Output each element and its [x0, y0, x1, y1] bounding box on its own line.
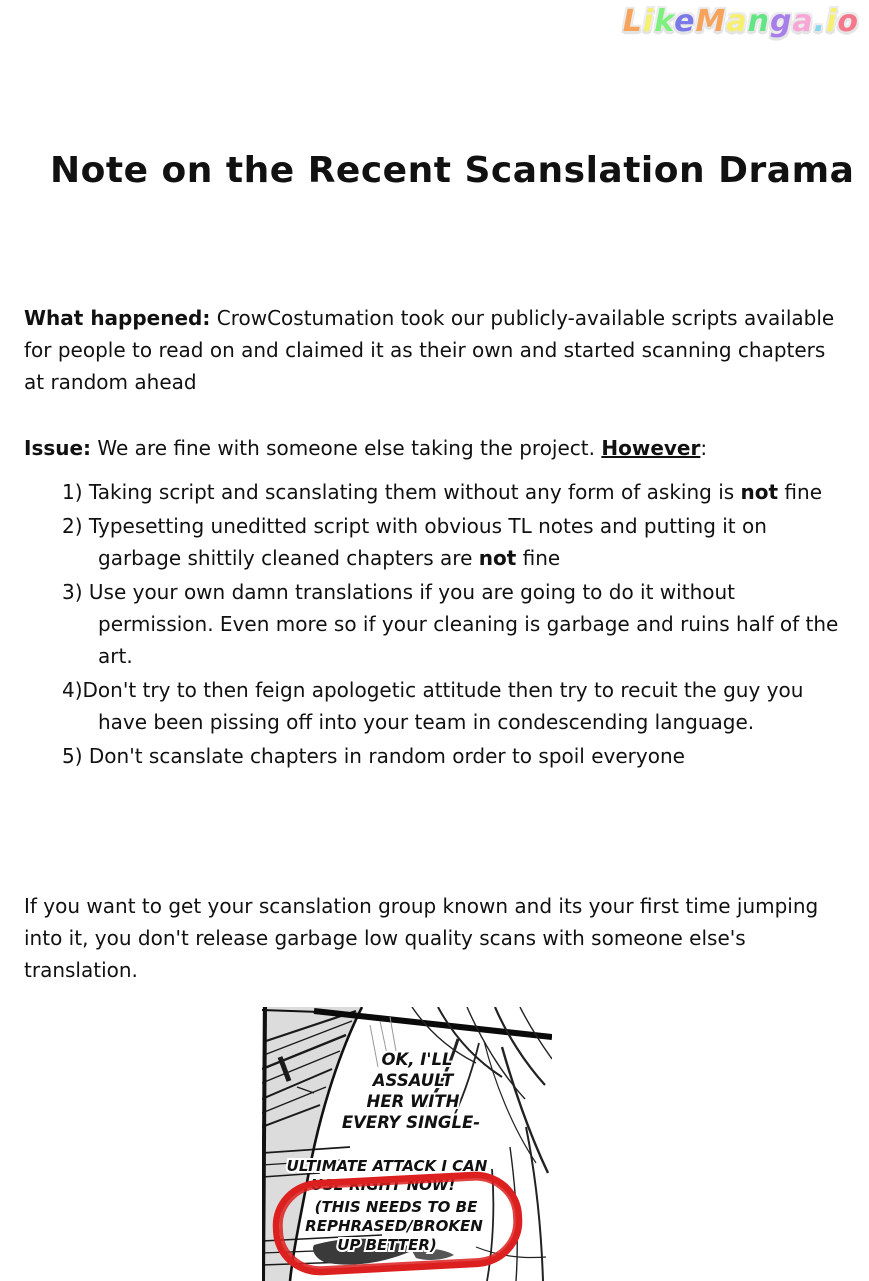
list-item-3	[62, 576, 850, 672]
svg-text:HER WITH: HER WITH	[366, 1092, 460, 1111]
issue-suffix: :	[700, 436, 708, 460]
logo-letter: .	[813, 4, 827, 39]
list-item-text: Typesetting uneditted script with obvious TL notes and putting it on garbage shittily cleaned chapters are	[88, 514, 767, 570]
manga-panel-art	[262, 1007, 552, 1281]
paragraph-issue	[24, 432, 842, 464]
logo-letter: n	[747, 4, 770, 39]
list-item-text: Use your own damn translations if you are going to do it without permission. Even more so if your cleaning is garbage and ruins half of the art.	[88, 580, 839, 668]
list-item-text: fine	[516, 546, 561, 570]
logo-letter: M	[695, 4, 727, 39]
svg-text:USE RIGHT NOW!: USE RIGHT NOW!	[310, 1176, 456, 1194]
list-item-text: fine	[778, 480, 823, 504]
svg-text:EVERY SINGLE-: EVERY SINGLE-	[341, 1113, 481, 1132]
complaints-list	[62, 476, 850, 774]
logo-letter: e	[674, 4, 696, 39]
logo-letter: L	[622, 4, 643, 39]
issue-however-emphasis: However	[601, 436, 701, 460]
list-item-1	[62, 476, 850, 508]
list-item-bold: not	[740, 480, 779, 504]
list-item-text: Don't scanslate chapters in random order to spoil everyone	[88, 744, 685, 768]
svg-text:ULTIMATE ATTACK I CAN: ULTIMATE ATTACK I CAN	[286, 1157, 488, 1175]
manga-example-panel	[262, 1007, 552, 1281]
svg-text:OK, I'LL: OK, I'LL	[381, 1050, 453, 1069]
list-item-number: 2)	[62, 514, 89, 538]
svg-text:ASSAULT: ASSAULT	[372, 1071, 454, 1090]
issue-text: We are fine with someone else taking the project.	[91, 436, 602, 460]
paragraph-closing	[24, 890, 842, 986]
logo-letter: o	[837, 4, 859, 39]
logo-letter: a	[792, 4, 814, 39]
list-item-number: 3)	[62, 580, 89, 604]
what-happened-text: CrowCostumation took our publicly-available scripts available for people to read on and claimed it as their own and started scanning chapters at random ahead	[24, 306, 835, 394]
logo-letter: k	[654, 4, 675, 39]
issue-label: Issue:	[24, 436, 92, 460]
list-item-number: 4)	[62, 678, 83, 702]
list-item-4	[62, 674, 850, 738]
svg-text:REPHRASED/BROKEN: REPHRASED/BROKEN	[305, 1217, 483, 1235]
list-item-5	[62, 740, 850, 772]
svg-text:UP BETTER): UP BETTER)	[337, 1236, 437, 1254]
paragraph-what-happened	[24, 302, 842, 398]
list-item-text: Taking script and scanslating them without any form of asking is	[88, 480, 741, 504]
logo-letter: g	[769, 4, 793, 39]
logo-letter: a	[726, 4, 748, 39]
likemanga-watermark-logo	[623, 4, 859, 39]
page-title: Note on the Recent Scanslation Drama	[50, 150, 855, 191]
list-item-bold: not	[478, 546, 517, 570]
svg-text:(THIS NEEDS TO BE: (THIS NEEDS TO BE	[314, 1198, 478, 1216]
list-item-number: 1)	[62, 480, 89, 504]
list-item-2	[62, 510, 850, 574]
logo-letter: i	[642, 4, 655, 39]
what-happened-label: What happened:	[24, 306, 211, 330]
logo-letter: i	[826, 4, 838, 39]
closing-text: If you want to get your scanslation group known and its your first time jumping into it, you don't release garbage low quality scans with someone else's translation.	[24, 894, 819, 982]
list-item-number: 5)	[62, 744, 89, 768]
list-item-text: Don't try to then feign apologetic attitude then try to recuit the guy you have been pissing off into your team in condescending language.	[82, 678, 804, 734]
